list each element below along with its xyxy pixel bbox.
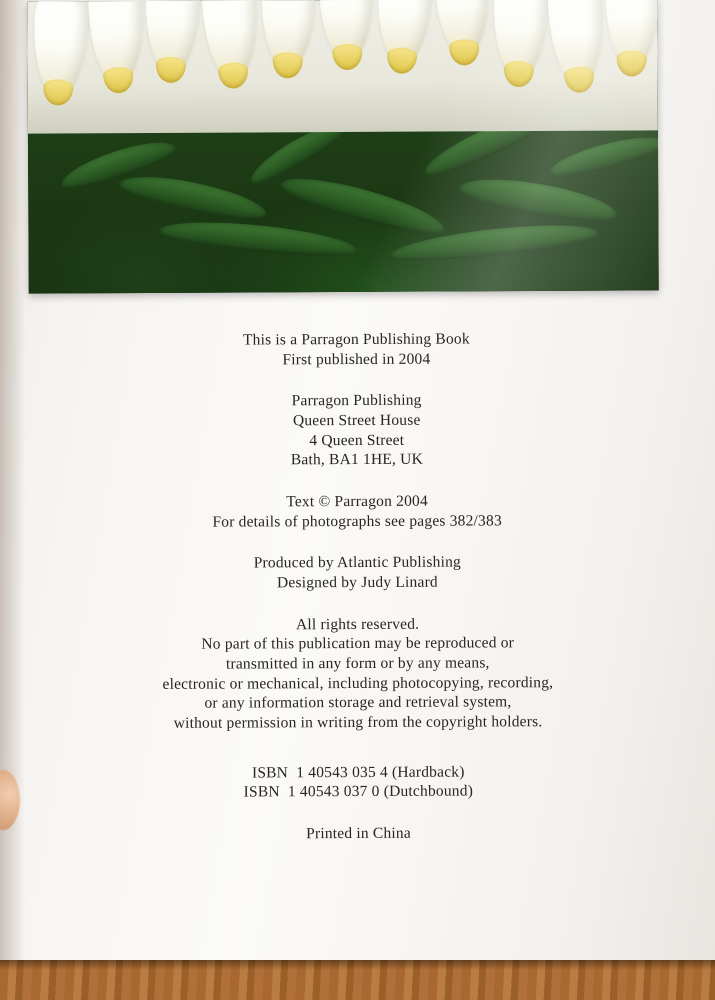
table-bottom-strip (0, 960, 715, 1000)
bleeding-heart-bloom (144, 0, 201, 74)
publisher-statement (0, 328, 714, 370)
bleeding-heart-bloom (318, 0, 374, 61)
rights-line: electronic or mechanical, including photocopying, recording, (162, 673, 554, 693)
fern-frond (158, 216, 360, 262)
bleeding-heart-bloom (261, 0, 316, 69)
bleeding-heart-bloom (375, 0, 434, 65)
bleeding-heart-bloom (87, 0, 145, 84)
bleeding-heart-bloom (433, 0, 491, 56)
bleeding-heart-bloom (546, 0, 606, 84)
production-credits (0, 552, 715, 594)
text-copyright-line: For details of photographs see pages 382/383 (212, 512, 502, 531)
bleeding-heart-bloom (200, 0, 260, 80)
copyright-text-block (0, 328, 715, 867)
production-credit-line: Designed by Judy Linard (276, 573, 438, 592)
rights-line: transmitted in any form or by any means, (225, 654, 490, 673)
rights-line: without permission in writing from the copyright holders. (173, 713, 543, 732)
rights-line: All rights reserved. (295, 615, 420, 633)
isbn-line: ISBN 1 40543 037 0 (Dutchbound) (243, 782, 474, 801)
rights-line: No part of this publication may be reproduced or (201, 634, 515, 654)
flower-row (27, 0, 658, 134)
isbn-line: ISBN 1 40543 035 4 (Hardback) (251, 763, 465, 782)
publisher-statement-line: First published in 2004 (282, 350, 431, 368)
publisher-address-line: 4 Queen Street (309, 431, 405, 449)
production-credit-line: Produced by Atlantic Publishing (253, 553, 462, 572)
publisher-address (0, 390, 714, 472)
bleeding-heart-bloom (605, 0, 659, 67)
fern-frond (457, 171, 620, 228)
isbn-block (1, 761, 715, 803)
publisher-statement-line: This is a Parragon Publishing Book (242, 330, 470, 349)
text-copyright-line: Text © Parragon 2004 (286, 492, 428, 511)
publisher-address-line: Parragon Publishing (291, 392, 422, 410)
fern-frond (117, 168, 270, 226)
printed-in (1, 823, 715, 846)
text-copyright (0, 490, 715, 532)
publisher-address-line: Bath, BA1 1HE, UK (290, 451, 423, 469)
flower-photo (27, 0, 659, 294)
rights-line: or any information storage and retrieval system, (204, 693, 512, 713)
fern-frond (547, 129, 659, 182)
printed-in-line: Printed in China (306, 824, 411, 843)
bleeding-heart-bloom (31, 0, 90, 97)
bleeding-heart-bloom (492, 0, 549, 78)
rights-reserved (0, 613, 715, 734)
publisher-address-line: Queen Street House (292, 411, 421, 430)
